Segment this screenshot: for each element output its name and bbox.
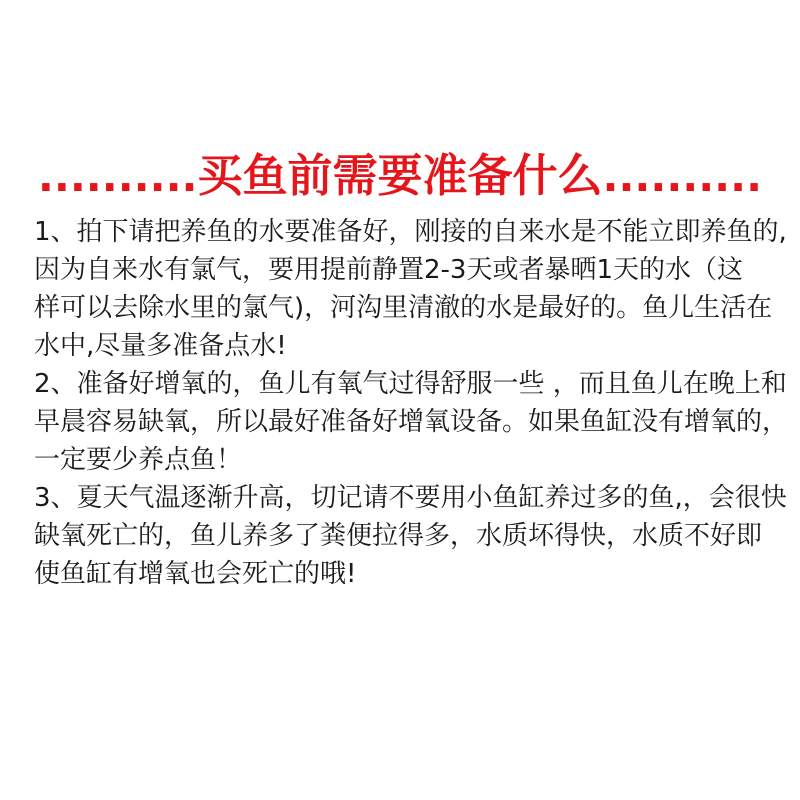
text-line: 一定要少养点鱼！	[34, 445, 243, 475]
title-text: 买鱼前需要准备什么	[197, 149, 603, 202]
text-line: 早晨容易缺氧，所以最好准备好增氧设备。如果鱼缸没有增氧的，	[34, 407, 789, 437]
article-body	[34, 213, 789, 593]
text-line: 水中,尽量多准备点水!	[34, 331, 287, 361]
text-line: 样可以去除水里的氯气)，河沟里清澈的水是最好的。鱼儿生活在	[34, 293, 773, 323]
text-line: 1、拍下请把养鱼的水要准备好，刚接的自来水是不能立即养鱼的,	[34, 217, 787, 247]
text-line: 2、准备好增氧的，鱼儿有氧气过得舒服一些 ，而且鱼儿在晚上和	[34, 369, 787, 399]
text-line: 因为自来水有氯气，要用提前静置2-3天或者暴晒1天的水（这	[34, 255, 744, 285]
text-line: 3、夏天气温逐渐升高，切记请不要用小鱼缸养过多的鱼,，会很快	[34, 483, 787, 513]
title-dots-left: ..........	[37, 152, 198, 201]
page-title	[0, 146, 800, 206]
title-dots-right: ..........	[602, 152, 763, 201]
text-line: 使鱼缸有增氧也会死亡的哦!	[34, 559, 357, 589]
text-line: 缺氧死亡的，鱼儿养多了粪便拉得多，水质坏得快，水质不好即	[34, 521, 763, 551]
